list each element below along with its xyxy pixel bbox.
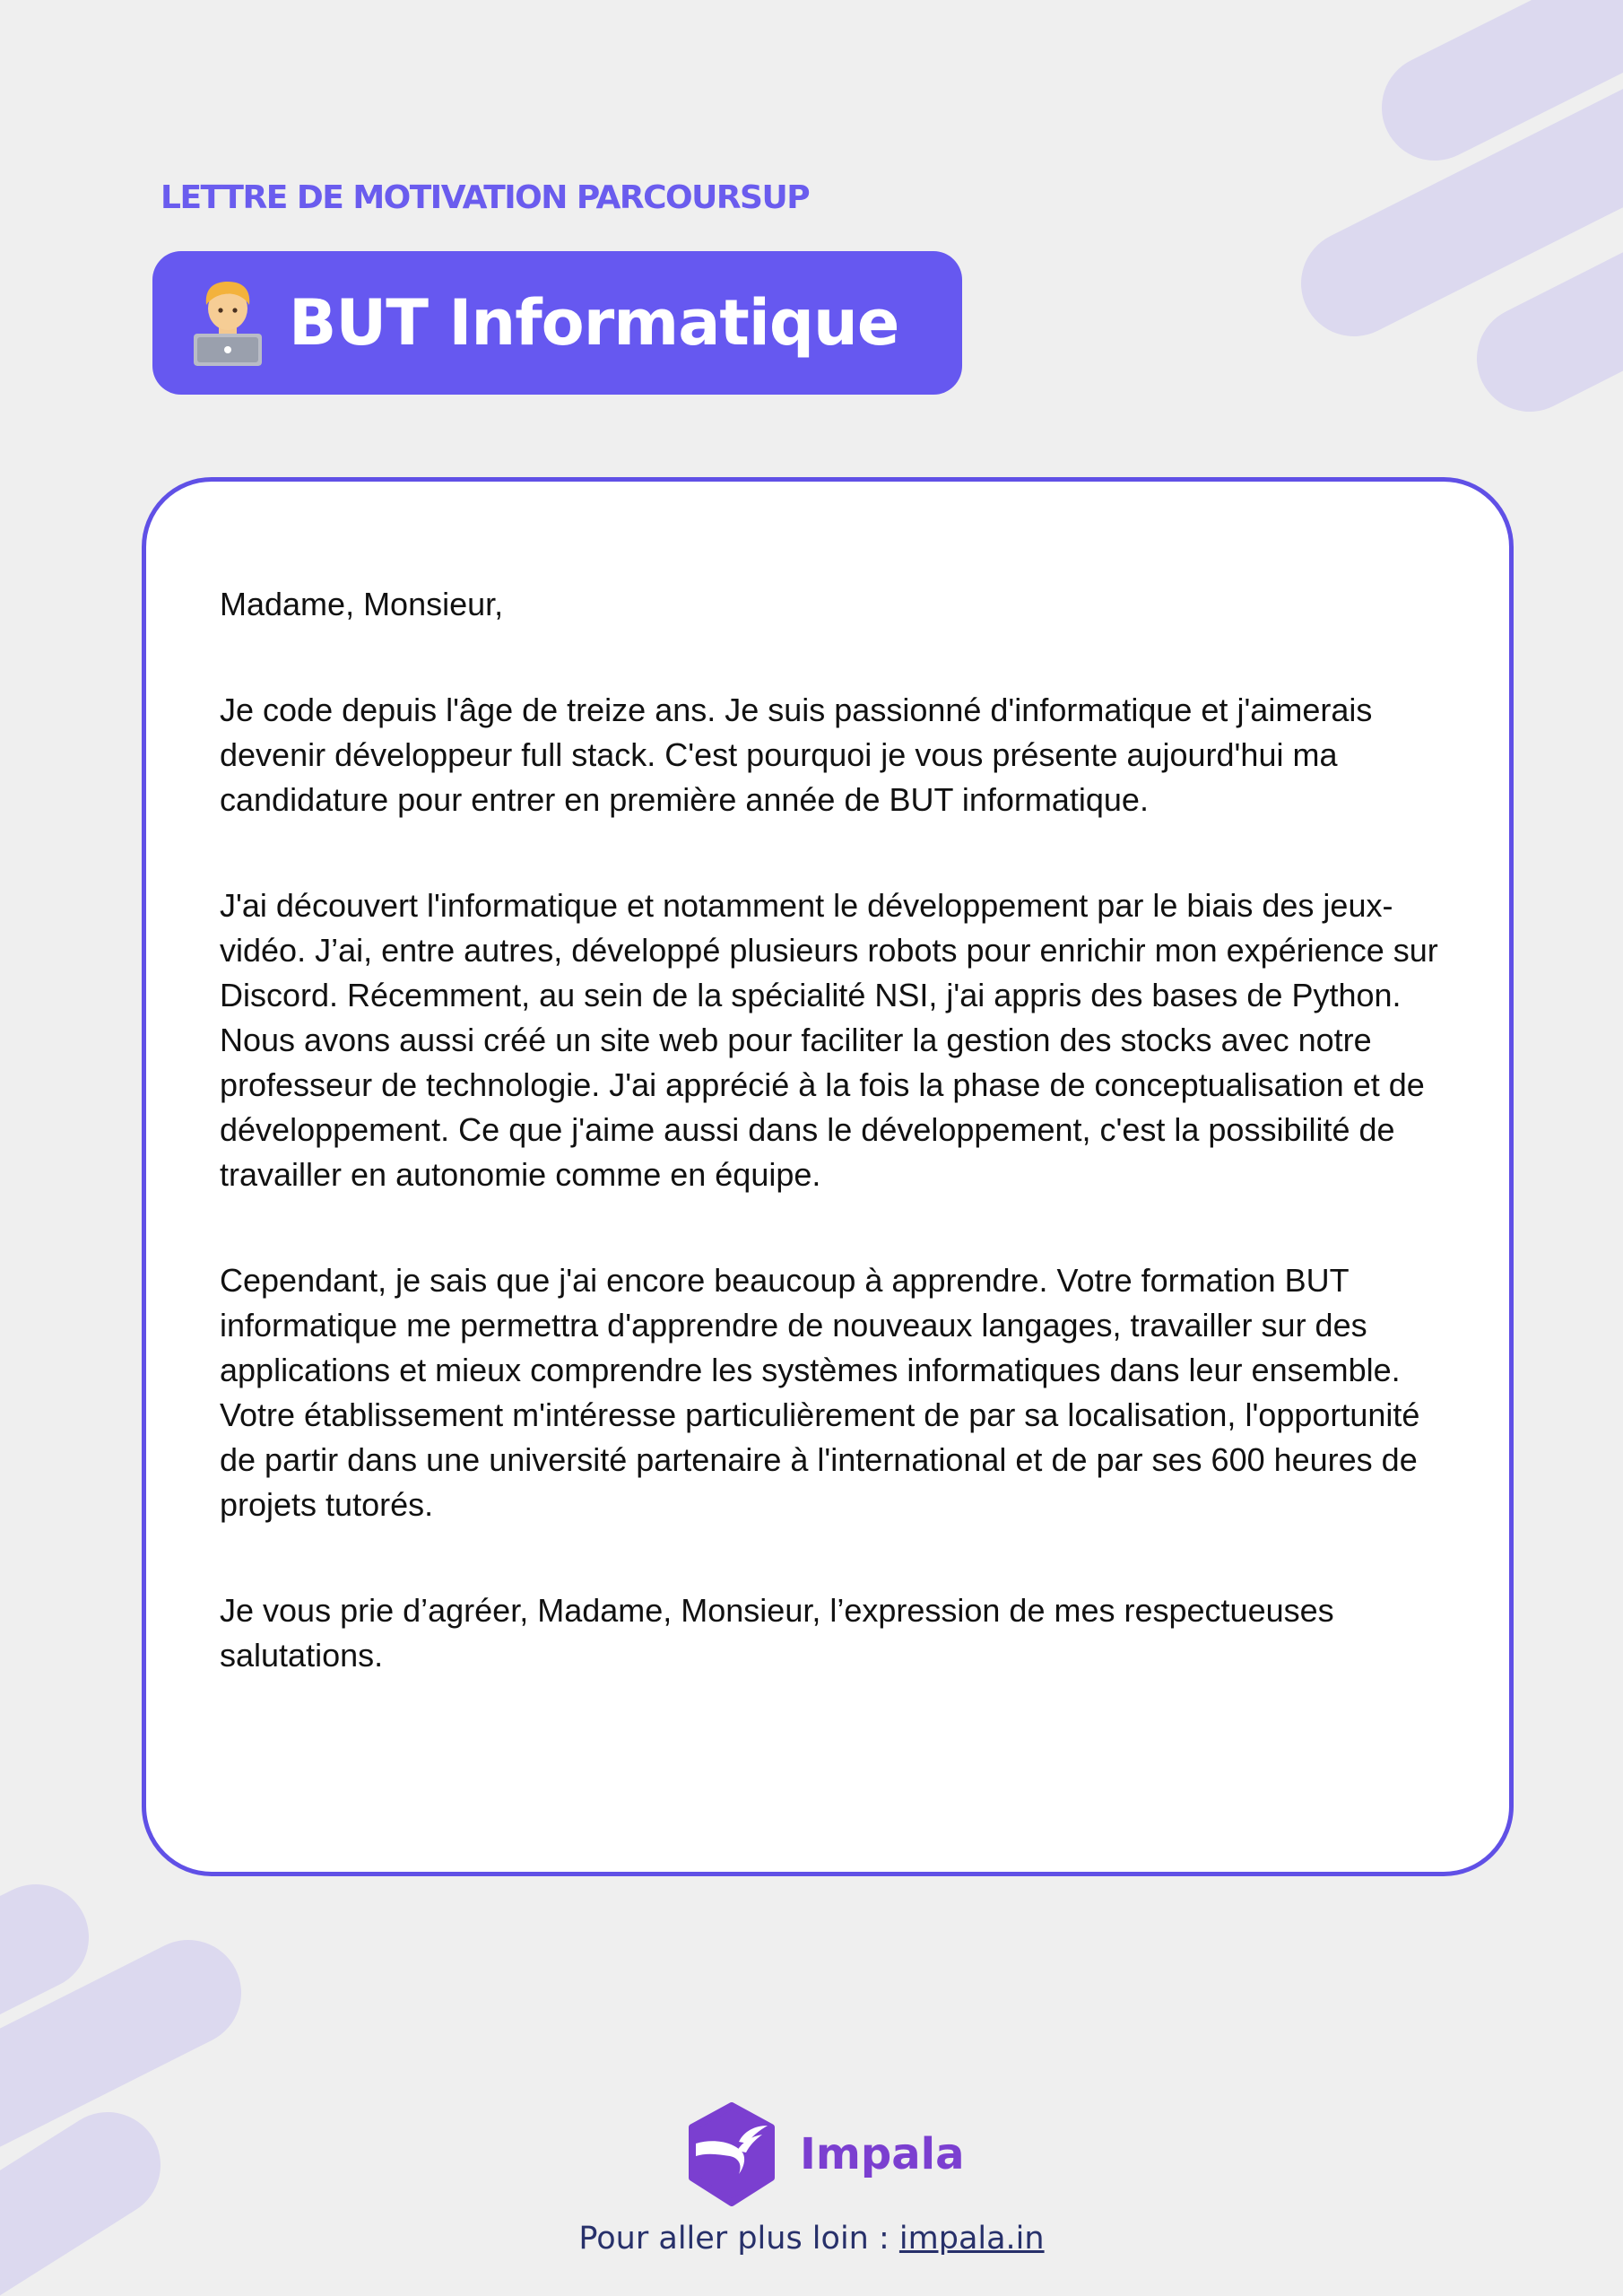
document-eyebrow: LETTRE DE MOTIVATION PARCOURSUP bbox=[161, 179, 810, 216]
letter-salutation: Madame, Monsieur, bbox=[220, 586, 504, 622]
brand-logo bbox=[683, 2102, 964, 2206]
letter-closing: Je vous prie d’agréer, Madame, Monsieur, l’expression de mes respectueuses salutations. bbox=[220, 1592, 1334, 1674]
letter-paragraph-motivation: Cependant, je sais que j'ai encore beaucoup à apprendre. Votre formation BUT informatique me permettra d'apprendre de nouveaux langages, travailler sur des applications et mieux comprendre les systèmes informatiques dans leur ensemble. Votre établissement m'intéresse particulièrement de par sa localisation, l'opportunité de partir dans une université partenaire à l'international et de par ses 600 heures de projets tutorés. bbox=[220, 1262, 1420, 1523]
footer bbox=[0, 2221, 1623, 2257]
letter-card bbox=[142, 477, 1514, 1876]
impala-logo-icon bbox=[683, 2102, 780, 2206]
footer-text: Pour aller plus loin : bbox=[578, 2221, 899, 2257]
letter-paragraph-experience: J'ai découvert l'informatique et notamment le développement par le biais des jeux-vidéo. J’ai, entre autres, développé plusieurs robots pour enrichir mon expérience sur Discord. Récemment, au sein de la spécialité NSI, j'ai appris des bases de Python. Nous avons aussi créé un site web pour faciliter la gestion des stocks avec notre professeur de technologie. J'ai apprécié à la fois la phase de conceptualisation et de développement. Ce que j'aime aussi dans le développement, c'est la possibilité de travailler en autonomie comme en équipe. bbox=[220, 887, 1438, 1193]
letter-paragraph-intro: Je code depuis l'âge de treize ans. Je suis passionné d'informatique et j'aimerais devenir développeur full stack. C'est pourquoi je vous présente aujourd'hui ma candidature pour entrer en première année de BUT informatique. bbox=[220, 691, 1373, 818]
page-title: BUT Informatique bbox=[289, 286, 899, 360]
footer-link[interactable]: impala.in bbox=[898, 2221, 1045, 2257]
brand-name: Impala bbox=[800, 2129, 965, 2179]
title-banner bbox=[152, 251, 962, 395]
technologist-emoji-icon bbox=[188, 280, 267, 366]
